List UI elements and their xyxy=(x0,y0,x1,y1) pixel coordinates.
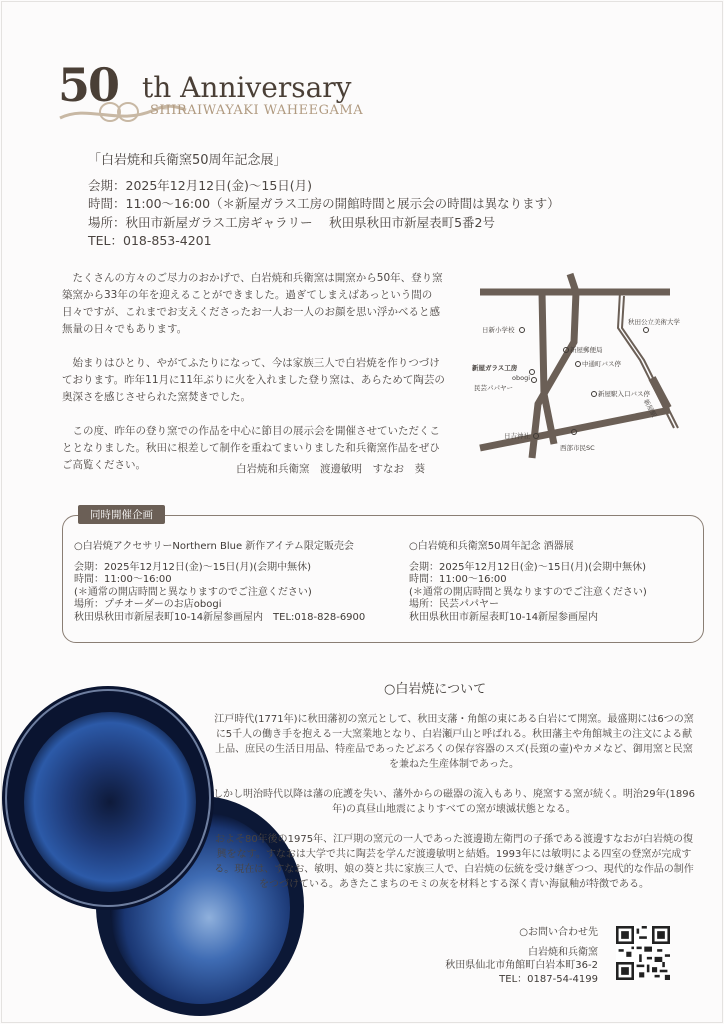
about-text xyxy=(212,712,696,907)
map-label-post: 新屋郵便局 xyxy=(570,346,603,354)
about-title: ○白岩焼について xyxy=(384,682,487,697)
event-info xyxy=(88,152,560,251)
concurrent-event-line: 秋田県秋田市新屋表町10-14新屋参画屋内 xyxy=(409,611,599,623)
concurrent-event-line: 会期：2025年12月12日(金)～15日(月)(会期中無休) xyxy=(74,561,312,573)
map-road-main xyxy=(542,292,554,444)
about-paragraph: およそ80年後の1975年、江戸期の窯元の一人であった渡邊勘左衛門の子孫である渡邊すなおが白岩焼の復興をなす。すなおは大学で共に陶芸を学んだ渡邊敏明と結婚。1993年には敏明による四室の登窯が完成する。現在は、すなお、敏明、娘の葵と共に家族三人で、白岩焼の伝統を受け継ぎつつ、現代的な作品の制作をつづけている。あきたこまちのモミの灰を材料とする深く青い海鼠釉が特徴である。 xyxy=(214,834,694,890)
intro-paragraph: この度、昨年の登り窯での作品を中心に節目の展示会を開催させていただくこととなりました。秋田に根差して制作を重ねてまいりました和兵衛窯作品をぜひご高覧ください。 xyxy=(62,425,440,471)
concurrent-event-line: 会期：2025年12月12日(金)～15日(月)(会期中無休) xyxy=(409,561,647,573)
concurrent-event-line: (＊通常の開店時間と異なりますのでご注意ください) xyxy=(409,586,647,598)
bowl-front-inner xyxy=(24,712,196,892)
concurrent-tag: 同時開催企画 xyxy=(78,505,165,524)
map-label-shrine: 日吉神社 xyxy=(504,432,530,440)
event-period: 会期：2025年12月12日(金)～15日(月) xyxy=(88,177,313,193)
concurrent-event-title: ○白岩焼アクセサリーNorthern Blue 新作アイテム限定販売会 xyxy=(74,541,354,552)
intro-paragraph: たくさんの方々のご尽力のおかげで、白岩焼和兵衛窯は開窯から50年、登り窯築窯から33年の年を迎えることができました。過ぎてしまえばあっという間の日々ですが、これまでお支えくださったお一人お一人のお顔を思い浮かべると感無量の日々でもあります。 xyxy=(62,272,443,335)
map-label-obogi: obogi xyxy=(512,374,531,382)
map-label-bus-station: 新屋駅入口バス停 xyxy=(598,390,650,398)
concurrent-event-sake xyxy=(409,541,647,624)
concurrent-event-line: (＊通常の開店時間と異なりますのでご注意ください) xyxy=(74,586,312,598)
concurrent-event-line: 秋田県秋田市新屋表町10-14新屋参画屋内 TEL:018-828-6900 xyxy=(74,611,366,623)
concurrent-event-line: 時間：11:00～16:00 xyxy=(409,574,507,585)
map-label-bus-naka: 中通町バス停 xyxy=(582,360,621,368)
concurrent-event-line: 場所：プチオーダーのお店obogi xyxy=(74,599,222,610)
contact-label: ○お問い合わせ先 xyxy=(519,927,598,938)
contact-info xyxy=(445,926,598,986)
concurrent-event-line: 時間：11:00～16:00 xyxy=(74,574,172,585)
map-label-school: 日新小学校 xyxy=(482,326,515,334)
anniversary-logo xyxy=(58,58,398,132)
map-label-glass: 新屋ガラス工房 xyxy=(472,364,518,372)
logo-subtitle: SHIRAIWAYAKI WAHEEGAMA xyxy=(150,103,364,118)
event-tel: TEL：018-853-4201 xyxy=(88,233,212,248)
qr-code[interactable] xyxy=(616,926,670,980)
map-label-station: 新屋駅 xyxy=(641,397,659,419)
map-road-bottom xyxy=(480,410,670,448)
concurrent-event-accessory xyxy=(74,541,365,624)
concurrent-event-title: ○白岩焼和兵衛窯50周年記念 酒器展 xyxy=(409,541,574,552)
map-label-museum: 秋田公立美術大学 xyxy=(628,318,680,326)
contact-tel: TEL：0187-54-4199 xyxy=(499,973,598,985)
access-map xyxy=(470,268,684,468)
map-label-minbu: 民芸パパヤー xyxy=(474,384,513,392)
event-venue: 場所：秋田市新屋ガラス工房ギャラリー 秋田県秋田市新屋表町5番2号 xyxy=(88,214,496,230)
event-hours: 時間：11:00～16:00（＊新屋ガラス工房の開館時間と展示会の時間は異なります） xyxy=(88,196,560,211)
about-paragraph: しかし明治時代以降は藩の庇護を失い、藩外からの磁器の流入もあり、廃窯する窯が続く。明治29年(1896年)の真昼山地震によりすべての窯が壊滅状態となる。 xyxy=(213,789,695,815)
event-title: 「白岩焼和兵衛窯50周年記念展」 xyxy=(88,153,287,168)
map-label-sc: 西部市民SC xyxy=(560,444,595,452)
logo-title: th Anniversary xyxy=(142,71,352,104)
contact-address: 秋田県仙北市角館町白岩本町36-2 xyxy=(445,960,598,971)
concurrent-event-line: 場所：民芸パパヤー xyxy=(409,599,499,610)
intro-text xyxy=(62,270,446,491)
about-paragraph: 江戸時代(1771年)に秋田藩初の窯元として、秋田支藩・角館の東にある白岩にて開窯。最盛期には6つの窯に5千人の働き手を抱える一大窯業地となり、白岩瀬戸山と呼ばれる。秋田藩主や角館城主の注文による献上品、庶民の生活日用品、特産品であったどぶろくの保存容器のスズ(長頸の壷)やカメなど、御用窯と民窯を兼ねた生産体制であった。 xyxy=(214,714,694,770)
contact-name: 白岩焼和兵衛窯 xyxy=(528,946,598,958)
intro-paragraph: 始まりはひとり、やがてふたりになって、今は家族三人で白岩焼を作りつづけております。昨年11月に11年ぶりに火を入れました登り窯は、あらためて陶芸の奥深さを感じさせられた窯焚きでした。 xyxy=(62,357,445,403)
signature: 白岩焼和兵衛窯 渡邊敏明 すなお 葵 xyxy=(236,463,425,475)
logo-number: 50 xyxy=(58,58,119,112)
